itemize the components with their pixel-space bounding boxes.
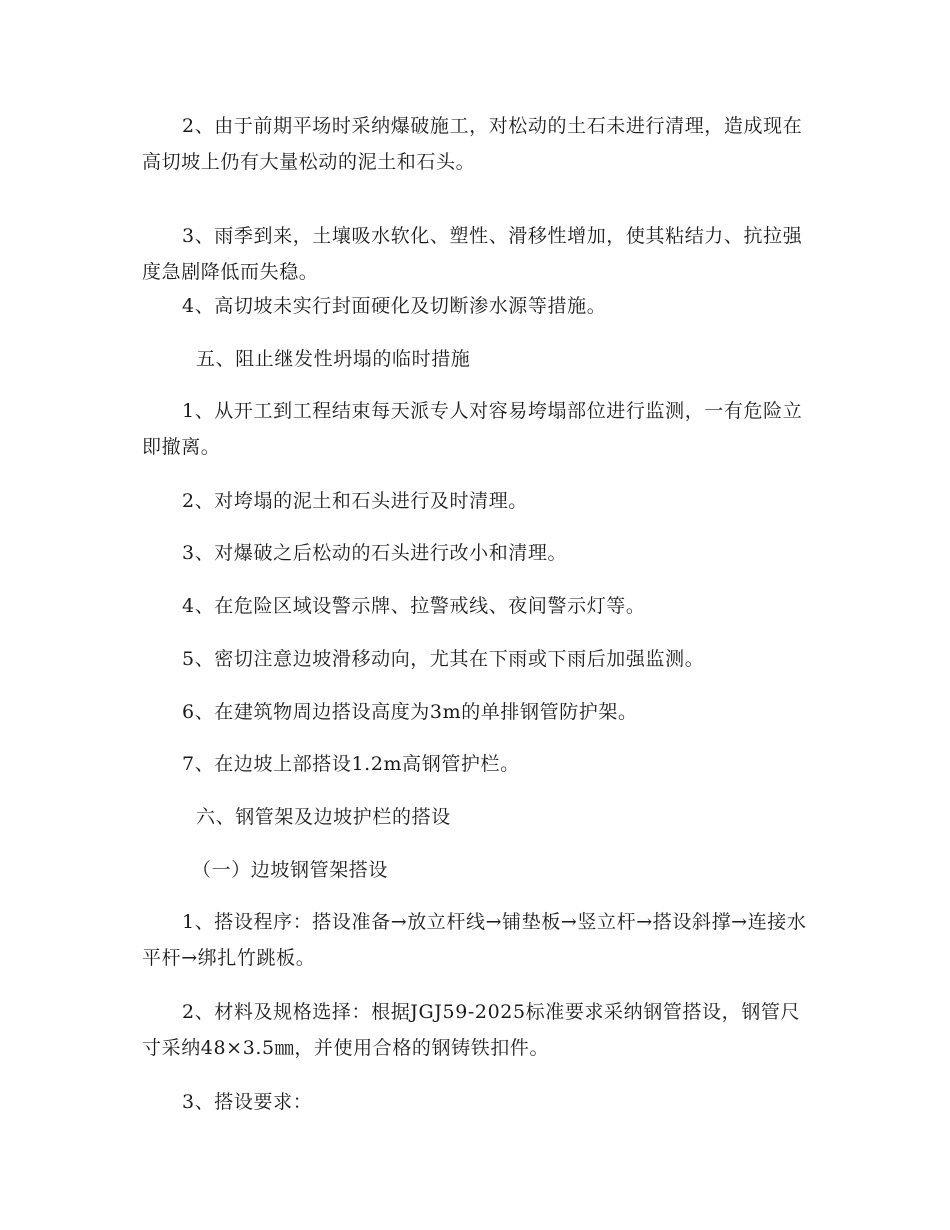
paragraph-measure-3: 3、对爆破之后松动的石头进行改小和清理。 xyxy=(182,542,568,564)
paragraph-cause-4: 4、高切坡未实行封面硬化及切断渗水源等措施。 xyxy=(182,295,607,317)
paragraph-materials-2: 2、材料及规格选择：根据JGJ59-2025标准要求采纳钢管搭设，钢管尺寸采纳48×3.5㎜，并使用合格的钢铸铁扣件。 xyxy=(142,1001,801,1059)
paragraph-measure-6: 6、在建筑物周边搭设高度为3m的单排钢管防护架。 xyxy=(182,701,638,723)
paragraph-measure-5: 5、密切注意边坡滑移动向，尤其在下雨或下雨后加强监测。 xyxy=(182,648,705,670)
paragraph-measure-4: 4、在危险区域设警示牌、拉警戒线、夜间警示灯等。 xyxy=(182,595,646,617)
paragraph-cause-3: 3、雨季到来，土壤吸水软化、塑性、滑移性增加，使其粘结力、抗拉强度急剧降低而失稳。 xyxy=(142,225,803,283)
section-heading-six: 六、钢管架及边坡护栏的搭设 xyxy=(196,806,451,828)
paragraph-cause-2: 2、由于前期平场时采纳爆破施工，对松动的土石未进行清理，造成现在高切坡上仍有大量松动的泥土和石头。 xyxy=(142,115,803,173)
paragraph-requirements-3: 3、搭设要求： xyxy=(182,1091,313,1113)
paragraph-measure-2: 2、对垮塌的泥土和石头进行及时清理。 xyxy=(182,490,528,512)
subsection-heading-one: （一）边坡钢管架搭设 xyxy=(192,859,389,881)
paragraph-measure-1: 1、从开工到工程结束每天派专人对容易垮塌部位进行监测，一有危险立即撤离。 xyxy=(142,400,803,458)
paragraph-measure-7: 7、在边坡上部搭设1.2m高钢管护栏。 xyxy=(182,753,520,775)
paragraph-procedure-1: 1、搭设程序：搭设准备→放立杆线→铺垫板→竖立杆→搭设斜撑→连接水平杆→绑扎竹跳板。 xyxy=(142,911,807,969)
section-heading-five: 五、阻止继发性坍塌的临时措施 xyxy=(196,348,471,370)
